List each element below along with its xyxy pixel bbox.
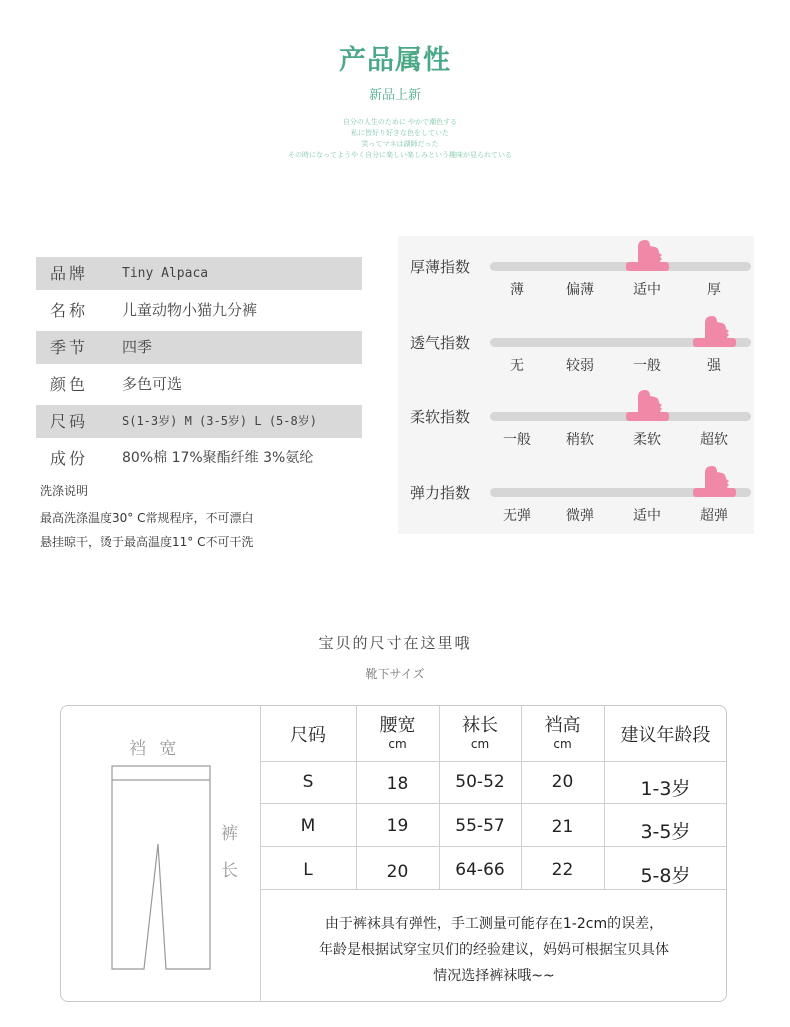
index-level-label: 微弹 <box>566 508 594 524</box>
index-label: 厚薄指数 <box>410 258 471 276</box>
index-level-label: 适中 <box>633 508 661 524</box>
index-label: 透气指数 <box>410 334 471 352</box>
table-cell: 20 <box>386 862 409 882</box>
attr-value: 80%棉 17%聚酯纤维 3%氨纶 <box>122 450 314 466</box>
index-level-label: 强 <box>707 358 721 374</box>
index-level-label: 一般 <box>633 358 661 374</box>
attr-row-size <box>36 405 362 438</box>
header-rise: 裆高 cm <box>544 715 581 751</box>
crotch-width-label: 裆 宽 <box>129 739 181 759</box>
attr-label: 尺码 <box>50 412 89 431</box>
header-waist: 腰宽 cm <box>379 715 416 751</box>
length-label-1: 裤 <box>221 824 238 844</box>
index-level-label: 较弱 <box>566 358 594 374</box>
page-subtitle: 新品上新 <box>368 88 421 103</box>
header-age: 建议年龄段 <box>620 725 711 746</box>
cat-paw-icon <box>702 465 730 489</box>
note-line: 情况选择裤袜哦~~ <box>433 968 555 984</box>
decor-text-line: 自分の人生のために やかで潮色する <box>342 118 458 126</box>
index-level-label: 稍软 <box>566 432 594 448</box>
index-level-label: 厚 <box>707 282 721 298</box>
cat-paw-icon <box>702 315 730 339</box>
wash-line: 悬挂晾干，烫于最高温度11° C不可干洗 <box>40 535 254 549</box>
table-cell: 5-8岁 <box>640 865 691 887</box>
index-level-label: 柔软 <box>633 432 661 448</box>
attr-label: 成份 <box>50 449 89 468</box>
note-line: 由于裤袜具有弹性，手工测量可能存在1-2cm的误差， <box>324 916 664 932</box>
attr-value: 多色可选 <box>122 375 183 393</box>
index-bar <box>490 412 751 421</box>
index-bar <box>490 262 751 271</box>
table-cell: 20 <box>551 772 574 792</box>
table-cell: S <box>302 772 314 792</box>
header-size: 尺码 <box>290 725 326 746</box>
index-level-label: 偏薄 <box>566 282 594 298</box>
attr-row-color <box>36 368 362 401</box>
cat-paw-icon <box>635 239 663 263</box>
index-level-label: 超软 <box>700 432 728 448</box>
attr-label: 品牌 <box>50 264 89 283</box>
table-cell: 21 <box>551 817 574 837</box>
attr-row-brand <box>36 257 362 290</box>
index-level-label: 薄 <box>510 282 524 298</box>
attr-label: 季节 <box>50 338 89 357</box>
index-label: 弹力指数 <box>410 484 471 502</box>
index-panel <box>398 236 754 534</box>
table-cell: M <box>300 816 316 836</box>
table-cell: 1-3岁 <box>640 778 691 800</box>
index-bar-fill <box>693 488 736 497</box>
length-label-2: 长 <box>221 861 238 881</box>
table-cell: L <box>303 860 313 880</box>
index-bar <box>490 338 751 347</box>
size-note <box>261 911 727 989</box>
attr-value: Tiny Alpaca <box>122 266 209 281</box>
note-line: 年龄是根据试穿宝贝们的经验建议，妈妈可根据宝贝具体 <box>319 942 669 958</box>
index-label: 柔软指数 <box>410 408 471 426</box>
index-level-label: 无 <box>510 358 524 374</box>
wash-line: 最高洗涤温度30° C常规程序，不可漂白 <box>40 511 254 525</box>
page-title: 产品属性 <box>339 45 451 76</box>
table-cell: 19 <box>386 816 409 836</box>
attr-row-material <box>36 442 362 475</box>
index-bar-fill <box>626 412 669 421</box>
index-level-label: 适中 <box>633 282 661 298</box>
decor-text-line: 私に皆好り好きな色をしていた <box>351 129 449 137</box>
attr-value: S(1-3岁) M (3-5岁) L (5-8岁) <box>122 414 317 428</box>
index-level-label: 一般 <box>503 432 531 448</box>
table-cell: 55-57 <box>455 816 505 836</box>
table-cell: 64-66 <box>455 860 505 880</box>
cat-paw-icon <box>635 389 663 413</box>
decor-text-line: 笑ってマネは湖師だった <box>361 140 439 148</box>
decor-text-line: その時になってようやく自分に楽しい楽しみという趣味が見られている <box>288 151 512 159</box>
table-cell: 18 <box>386 774 409 794</box>
index-bar <box>490 488 751 497</box>
attr-value: 四季 <box>122 338 153 356</box>
index-level-label: 无弹 <box>503 508 531 524</box>
attr-row-name <box>36 294 362 327</box>
table-cell: 3-5岁 <box>640 821 691 843</box>
index-bar-fill <box>693 338 736 347</box>
size-section-title: 宝贝的尺寸在这里哦 <box>318 634 472 652</box>
attr-row-season <box>36 331 362 364</box>
size-section-subtitle: 靴下サイズ <box>365 667 425 681</box>
size-chart <box>60 705 727 1002</box>
index-bar-fill <box>626 262 669 271</box>
header-length: 袜长 cm <box>462 715 498 751</box>
attr-label: 颜色 <box>50 375 89 394</box>
index-level-label: 超弹 <box>700 508 728 524</box>
attr-value: 儿童动物小猫九分裤 <box>122 301 258 319</box>
wash-title: 洗涤说明 <box>40 484 89 498</box>
table-cell: 50-52 <box>455 772 505 792</box>
table-cell: 22 <box>551 860 574 880</box>
pants-diagram-icon <box>106 764 216 984</box>
attr-label: 名称 <box>50 301 89 320</box>
